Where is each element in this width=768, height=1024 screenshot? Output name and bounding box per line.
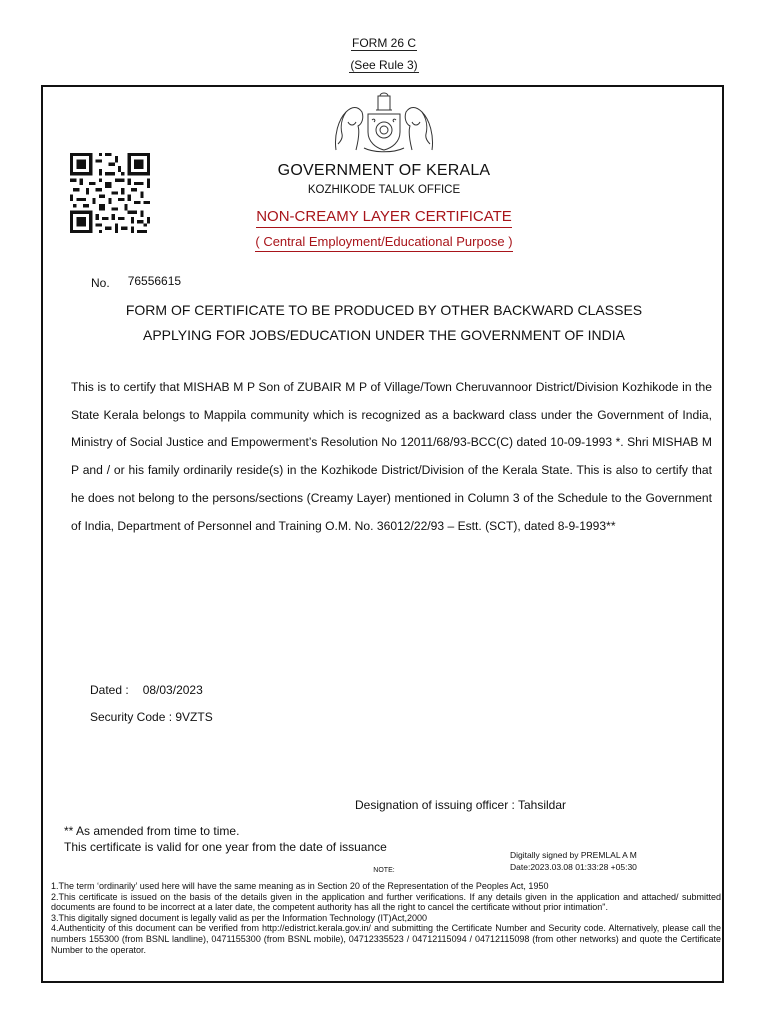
government-name: GOVERNMENT OF KERALA <box>277 162 491 179</box>
digital-signature-name: Digitally signed by PREMLAL A M <box>510 850 637 860</box>
certificate-number-value: 76556615 <box>127 274 182 288</box>
amended-note: ** As amended from time to time. <box>64 824 240 838</box>
issue-date <box>90 683 203 697</box>
notes-list <box>51 881 721 955</box>
validity-note: This certificate is valid for one year from the date of issuance <box>64 840 387 854</box>
certificate-number <box>91 276 181 290</box>
form-heading-line-1: FORM OF CERTIFICATE TO BE PRODUCED BY OTHER BACKWARD CLASSES <box>125 302 643 318</box>
note-item: 2.This certificate is issued on the basis of the details given in the application and further verifications. If any details given in the application and attached/ submitted documents are found to be incorrect at a later date, the competent authority has all the right to cancel the certificate without prior intimation". <box>51 891 721 913</box>
see-rule: (See Rule 3) <box>350 58 418 72</box>
note-item: 3.This digitally signed document is legally valid as per the Information Technology (IT)Act,2000 <box>51 912 428 923</box>
note-item: 4.Authenticity of this document can be verified from http://edistrict.kerala.gov.in/ and submitting the Certificate Number and Security code. Alternatively, please call the numbers 155300 (from BSNL landline), 0471155300 (from BSNL mobile), 04712335523 / 04712115094 / 04712115098 (from other networks) and quote the Certificate Number to the operator. <box>51 923 721 955</box>
office-name: KOZHIKODE TALUK OFFICE <box>307 184 461 196</box>
issue-date-value: 08/03/2023 <box>142 683 203 697</box>
kerala-emblem-icon <box>328 92 440 154</box>
note-label: NOTE: <box>373 867 395 874</box>
security-code: Security Code : 9VZTS <box>90 710 213 724</box>
note-item: 1.The term ‘ordinarily’ used here will have the same meaning as in Section 20 of the Representation of the Peoples Act, 1950 <box>51 881 549 891</box>
certificate-number-label: No. <box>91 276 110 290</box>
digital-signature-date: Date:2023.03.08 01:33:28 +05:30 <box>510 862 637 872</box>
certificate-body: This is to certify that MISHAB M P Son of ZUBAIR M P of Village/Town Cheruvannoor District/Division Kozhikode in the State Kerala belongs to Mappila community which is recognized as a backward class under the Government of India, Ministry of Social Justice and Empowerment’s Resolution No 12011/68/93-BCC(C) dated 10-09-1993 *. Shri MISHAB M P and / or his family ordinarily reside(s) in the Kozhikode District/Division of the Kerala State. This is also to certify that he does not belong to the persons/sections (Creamy Layer) mentioned in Column 3 of the Schedule to the Government of India, Department of Personnel and Training O.M. No. 36012/22/93 – Estt. (SCT), dated 8-9-1993** <box>71 380 712 533</box>
certificate-purpose: ( Central Employment/Educational Purpose ) <box>0 234 768 249</box>
form-number: FORM 26 C <box>351 36 416 50</box>
issuing-officer-designation: Designation of issuing officer : Tahsildar <box>355 798 567 812</box>
form-heading-line-2: APPLYING FOR JOBS/EDUCATION UNDER THE GOVERNMENT OF INDIA <box>142 327 626 343</box>
issue-date-label: Dated : <box>90 683 129 697</box>
certificate-title: NON-CREAMY LAYER CERTIFICATE <box>0 208 768 225</box>
